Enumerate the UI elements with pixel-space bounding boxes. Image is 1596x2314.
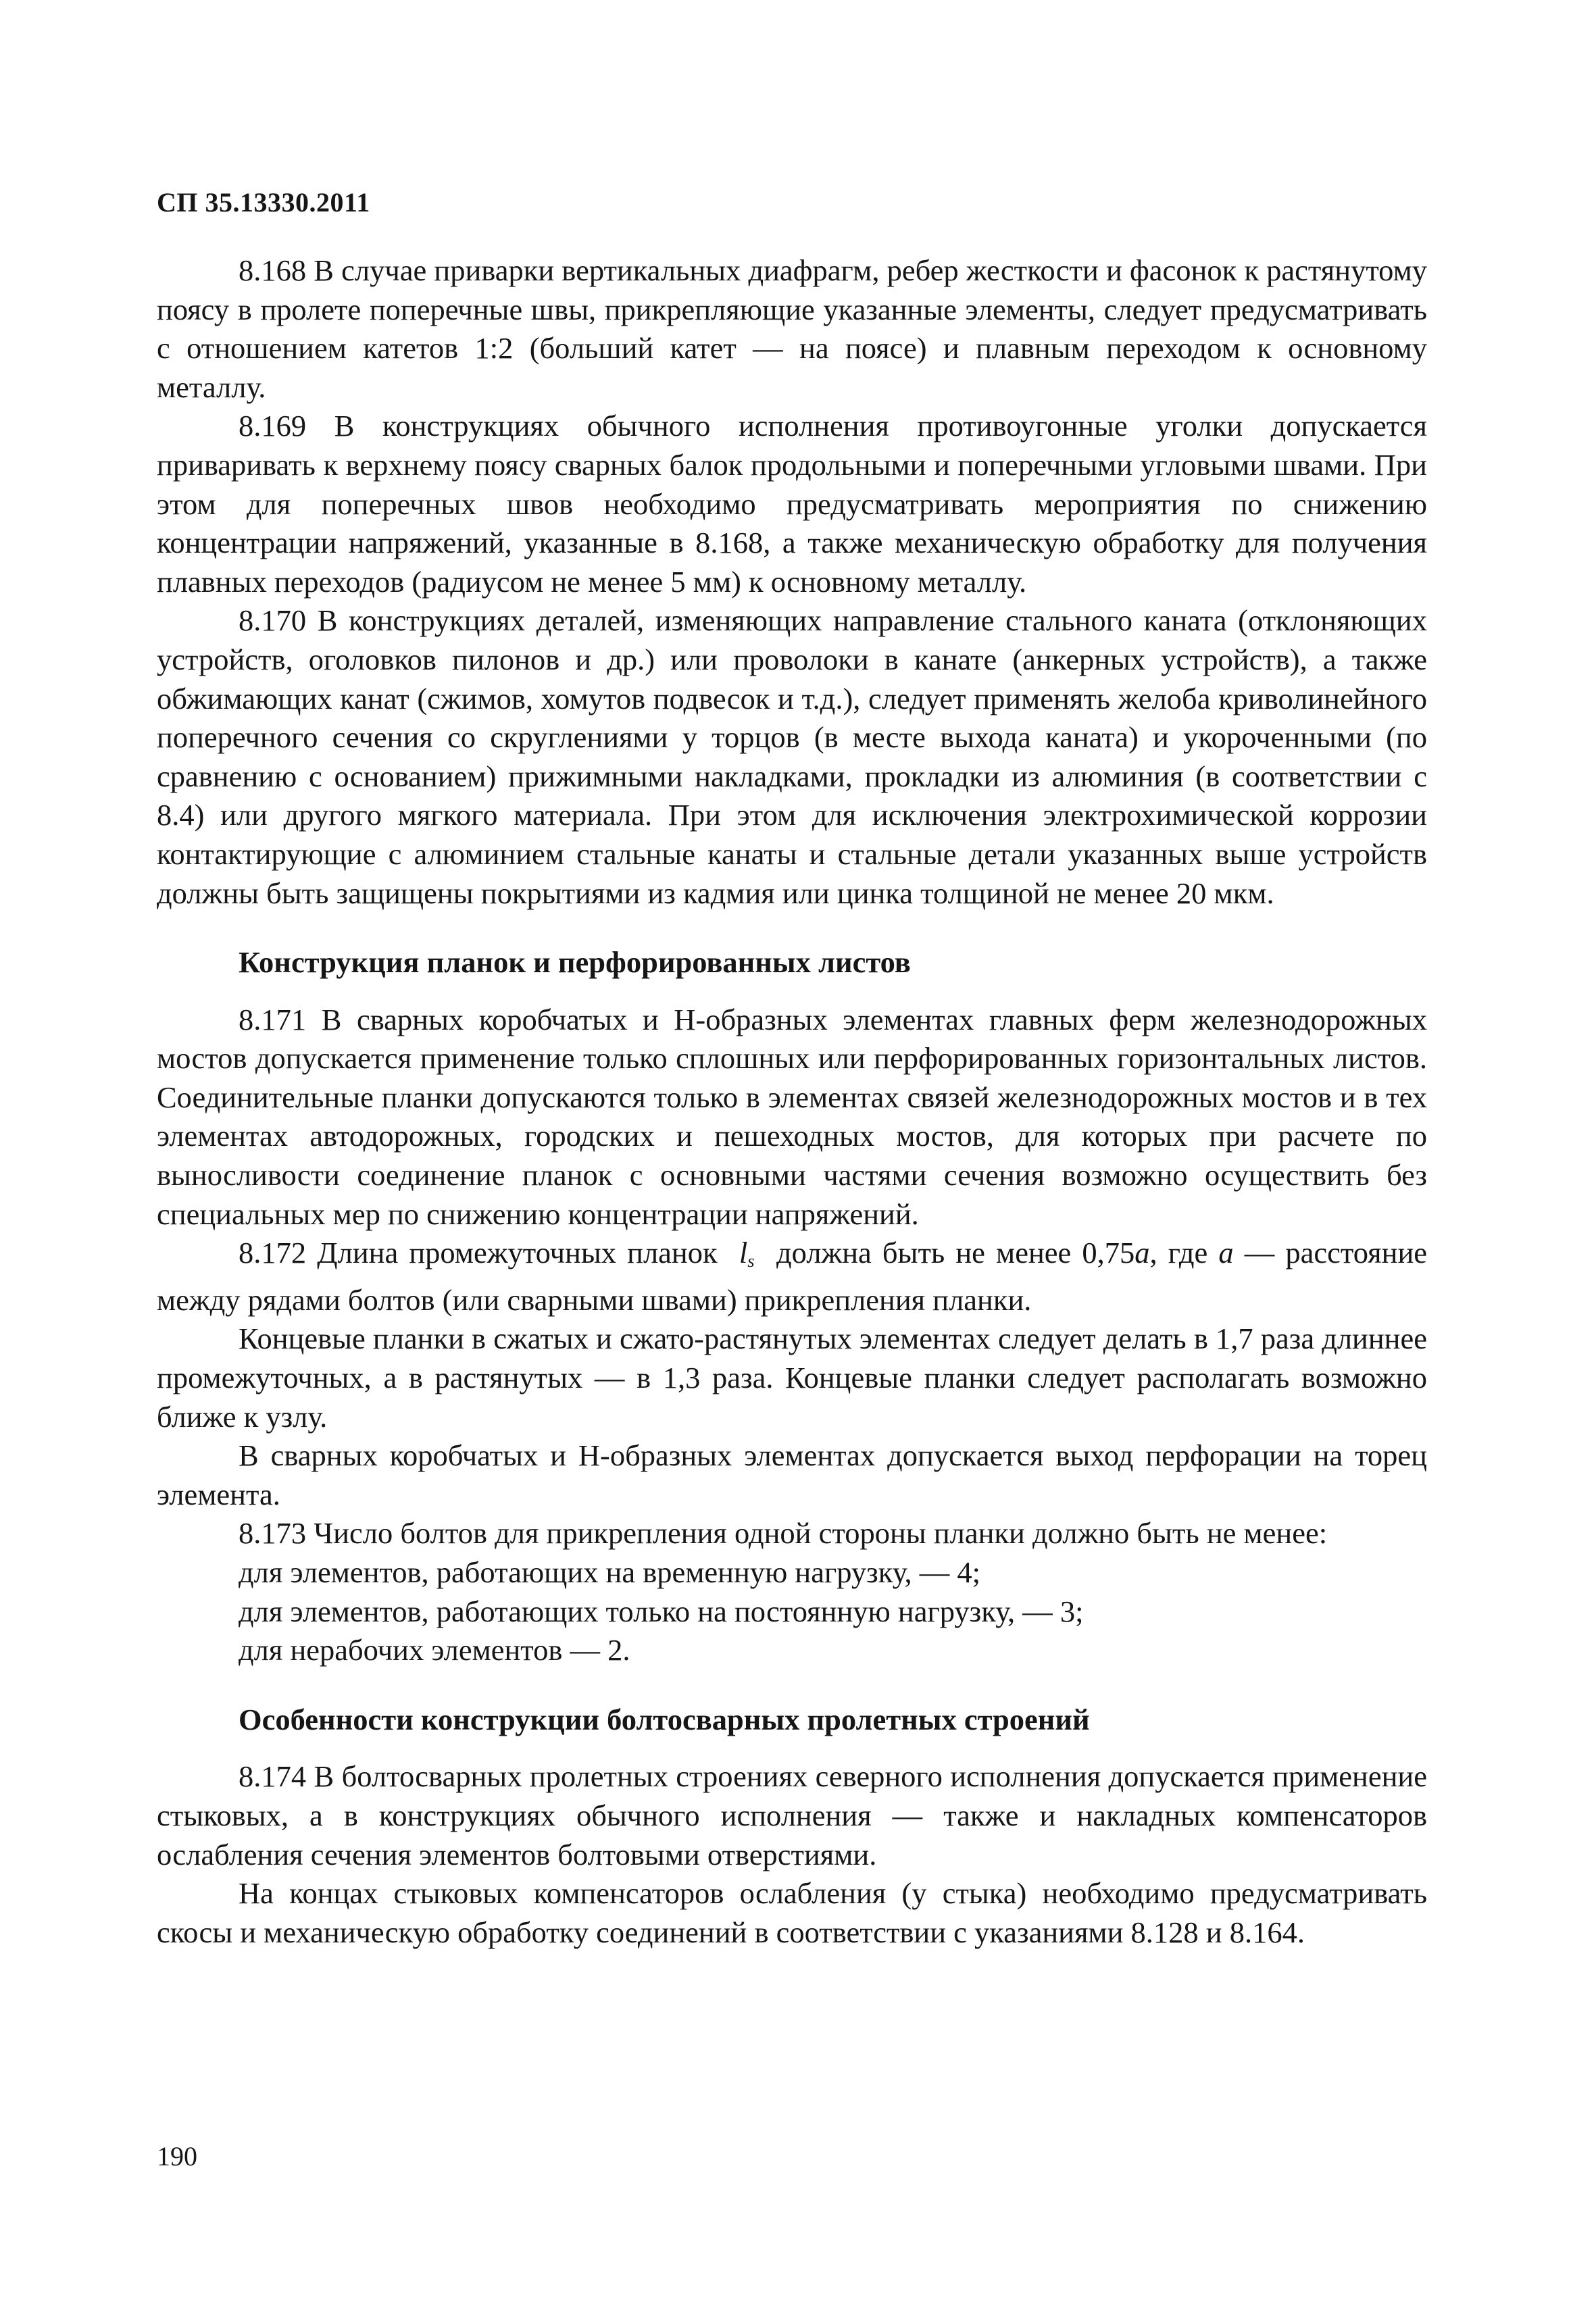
symbol-subscript-s: s: [747, 1251, 755, 1272]
section-spacer: [157, 982, 1427, 1001]
section-heading-plates: Конструкция планок и перфорированных листов: [239, 945, 911, 980]
section-spacer: [157, 1670, 1427, 1701]
paragraph-8-172-text-a: 8.172 Длина промежуточных планок: [239, 1236, 718, 1270]
paragraph-8-172: [157, 1234, 1427, 1319]
paragraph-8-168: 8.168 В случае приварки вертикальных диафрагм, ребер жесткости и фасонок к растянутому поясу в пролете поперечные швы, прикрепляющие указанные элементы, следует предусматривать с отношением катетов 1:2 (больший катет — на поясе) и плавным переходом к основному металлу.: [157, 253, 1427, 404]
section-heading-bolt-welded-spans: Особенности конструкции болтосварных пролетных строений: [239, 1702, 1090, 1736]
document-body: [157, 251, 1427, 1952]
symbol-l: l: [739, 1236, 748, 1270]
symbol-l-s: [739, 1236, 755, 1272]
paragraph-end-plates: Концевые планки в сжатых и сжато-растянутых элементах следует делать в 1,7 раза длиннее промежуточных, а в растянутых — в 1,3 раза. Концевые планки следует располагать возможно ближе к узлу.: [157, 1322, 1427, 1434]
paragraph-8-169: 8.169 В конструкциях обычного исполнения противоугонные уголки допускается приваривать к верхнему поясу сварных балок продольными и поперечными угловыми швами. При этом для поперечных швов необходимо предусматривать мероприятия по снижению концентрации напряжений, указанные в 8.168, а также механическую обработку для получения плавных переходов (радиусом не менее 5 мм) к основному металлу.: [157, 409, 1427, 599]
paragraph-8-172-text-d: — расстояние между рядами болтов (или сварными швами) прикрепления планки.: [157, 1236, 1428, 1317]
paragraph-8-171: 8.171 В сварных коробчатых и Н-образных элементах главных ферм железнодорожных мостов допускается применение только сплошных или перфорированных горизонтальных листов. Соединительные планки допускаются только в элементах связей железнодорожных мостов и в тех элементах автодорожных, городских и пешеходных мостов, для которых при расчете по выносливости соединение планок с основными частями сечения возможно осуществить без специальных мер по снижению концентрации напряжений.: [157, 1002, 1427, 1231]
paragraph-8-174: 8.174 В болтосварных пролетных строениях северного исполнения допускается применение стыковых, а в конструкциях обычного исполнения — также и накладных компенсаторов ослабления сечения элементов болтовыми отверстиями.: [157, 1759, 1427, 1871]
list-item: для элементов, работающих на временную нагрузку, — 4;: [239, 1555, 980, 1589]
document-code-header: СП 35.13330.2011: [157, 187, 370, 218]
page-number: 190: [157, 2141, 197, 2171]
symbol-a: a: [1218, 1236, 1234, 1270]
paragraph-8-172-text-c: , где: [1149, 1236, 1208, 1270]
paragraph-compensators: На концах стыковых компенсаторов ослабления (у стыка) необходимо предусматривать скосы и механическую обработку соединений в соответствии с указаниями 8.128 и 8.164.: [157, 1876, 1427, 1949]
section-spacer: [157, 913, 1427, 943]
paragraph-8-173: 8.173 Число болтов для прикрепления одной стороны планки должно быть не менее:: [239, 1516, 1328, 1551]
symbol-a: a: [1134, 1236, 1150, 1270]
list-item: для нерабочих элементов — 2.: [239, 1633, 630, 1667]
paragraph-8-172-text-b: должна быть не менее 0,75: [776, 1236, 1135, 1270]
paragraph-perforation: В сварных коробчатых и Н-образных элементах допускается выход перфорации на торец элемента.: [157, 1438, 1427, 1511]
section-spacer: [157, 1739, 1427, 1757]
list-item: для элементов, работающих только на постоянную нагрузку, — 3;: [239, 1594, 1084, 1628]
paragraph-8-170: 8.170 В конструкциях деталей, изменяющих направление стального каната (отклоняющих устройств, оголовков пилонов и др.) или проволоки в канате (анкерных устройств), а также обжимающих канат (сжимов, хомутов подвесок и т.д.), следует применять желоба криволинейного поперечного сечения со скруглениями у торцов (в месте выхода каната) и укороченными (по сравнению с основанием) прижимными накладками, прокладки из алюминия (в соответствии с 8.4) или другого мягкого материала. При этом для исключения электрохимической коррозии контактирующие с алюминием стальные канаты и стальные детали указанных выше устройств должны быть защищены покрытиями из кадмия или цинка толщиной не менее 20 мкм.: [157, 603, 1427, 910]
